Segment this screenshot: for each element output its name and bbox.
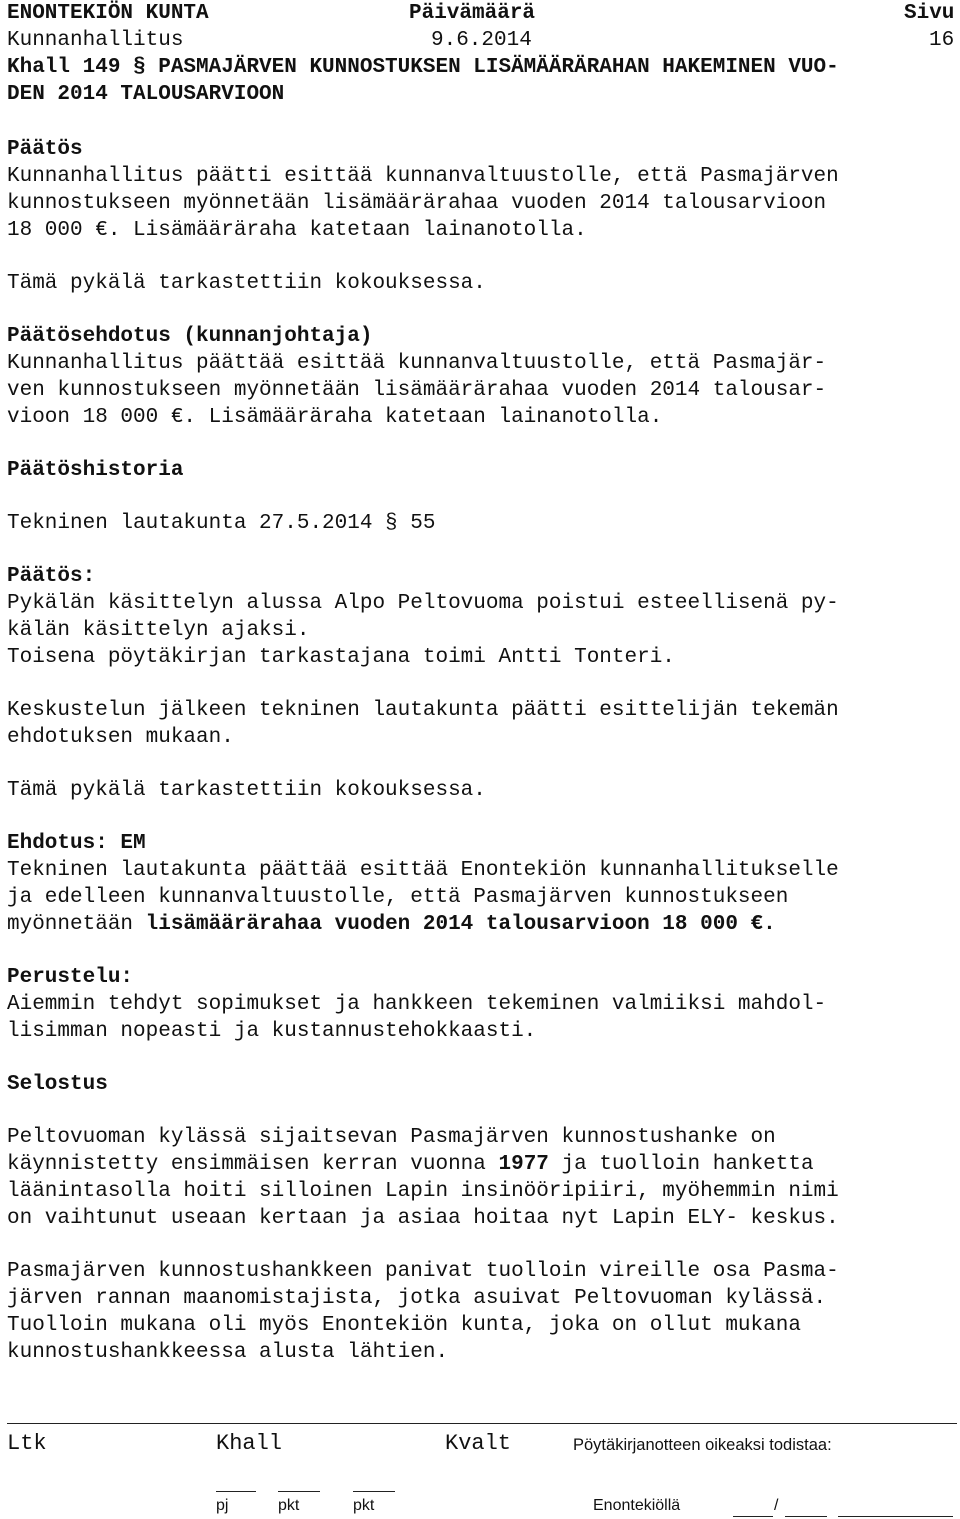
section-title <box>7 54 955 108</box>
footer-date-slash: / <box>774 1497 779 1514</box>
footer-pj: pj <box>216 1497 229 1514</box>
history-proposal-heading: Ehdotus: EM <box>7 832 146 855</box>
footer-pkt-1: pkt <box>278 1497 300 1514</box>
report-paragraph-2: Pasmajärven kunnostushankkeen panivat tuolloin vireille osa Pasma- järven rannan maanomistajista, jotka asuivat Peltovuoman kylässä. Tuolloin mukana oli myös Enontekiön kunta, joka on ollut mukana kunnostushankkeessa alusta lähtien. <box>7 1260 839 1364</box>
reason-heading: Perustelu: <box>7 966 134 989</box>
history-checked-note: Tämä pykälä tarkastettiin kokouksessa. <box>7 779 486 802</box>
history-proposal-text-bold: lisämäärärahaa vuoden 2014 talousarvioon 18 000 €. <box>145 913 776 936</box>
report-heading: Selostus <box>7 1073 108 1096</box>
footer-place: Enontekiöllä <box>593 1497 681 1514</box>
footer-khall: Khall <box>216 1431 283 1456</box>
header-row-1 <box>7 0 955 27</box>
page-label: Sivu <box>904 2 955 25</box>
date-label: Päivämäärä <box>409 2 536 25</box>
footer-certify: Pöytäkirjanotteen oikeaksi todistaa: <box>573 1436 832 1454</box>
footer-ltk: Ltk <box>7 1431 47 1456</box>
history-discussion: Keskustelun jälkeen tekninen lautakunta päätti esittelijän tekemän ehdotuksen mukaan. <box>7 699 839 749</box>
report-paragraph-1-b: ja tuolloin hanketta läänintasolla hoiti silloinen Lapin insinööripiiri, myöhemmin nimi on vaihtunut useaan kertaan ja asiaa hoitaa nyt Lapin ELY- keskus. <box>7 1153 839 1230</box>
history-proposal-text-plain: Tekninen lautakunta päättää esittää Enontekiön kunnanhallitukselle ja edelleen kunnanvaltuustolle, että Pasmajärven kunnostukseen myönnetään <box>7 859 839 936</box>
page-number: 16 <box>929 29 955 52</box>
date-blank-month <box>785 1516 827 1517</box>
footer-pkt-2: pkt <box>353 1497 375 1514</box>
body-name: Kunnanhallitus <box>7 29 184 52</box>
signature-blank-pkt-2 <box>353 1491 395 1492</box>
report-year: 1977 <box>498 1153 549 1176</box>
signature-blank-pkt-1 <box>278 1491 320 1492</box>
proposal-text: Kunnanhallitus päättää esittää kunnanvaltuustolle, että Pasmajär- ven kunnostukseen myönnetään lisämäärärahaa vuoden 2014 talousar- vioon 18 000 €. Lisämääräraha katetaan lainanotolla. <box>7 352 827 429</box>
date-blank-year <box>838 1516 953 1517</box>
organization-name: ENONTEKIÖN KUNTA <box>7 2 209 25</box>
footer-divider <box>7 1423 957 1424</box>
header-row-2 <box>7 27 955 54</box>
meeting-date: 9.6.2014 <box>431 29 532 52</box>
title-line-1: Khall 149 § PASMAJÄRVEN KUNNOSTUKSEN LISÄMÄÄRÄRAHAN HAKEMINEN VUO- <box>7 56 839 79</box>
history-meeting: Tekninen lautakunta 27.5.2014 § 55 <box>7 512 436 535</box>
decision-checked-note: Tämä pykälä tarkastettiin kokouksessa. <box>7 272 486 295</box>
decision-heading: Päätös <box>7 138 83 161</box>
footer-kvalt: Kvalt <box>445 1431 512 1456</box>
signature-blank-pj <box>216 1491 256 1492</box>
title-line-2: DEN 2014 TALOUSARVIOON <box>7 83 285 106</box>
date-blank-day <box>733 1516 773 1517</box>
proposal-heading: Päätösehdotus (kunnanjohtaja) <box>7 325 373 348</box>
history-proposal-text <box>7 857 955 938</box>
history-heading: Päätöshistoria <box>7 459 184 482</box>
report-paragraph-1-a: Peltovuoman kylässä sijaitsevan Pasmajärven kunnostushanke on käynnistetty ensimmäisen kerran vuonna <box>7 1126 776 1176</box>
report-paragraph-1 <box>7 1124 955 1232</box>
reason-text: Aiemmin tehdyt sopimukset ja hankkeen tekeminen valmiiksi mahdol- lisimman nopeasti ja kustannustehokkaasti. <box>7 993 827 1043</box>
decision-text: Kunnanhallitus päätti esittää kunnanvaltuustolle, että Pasmajärven kunnostukseen myönnetään lisämäärärahaa vuoden 2014 talousarvioon 18 000 €. Lisämääräraha katetaan lainanotolla. <box>7 165 839 242</box>
history-decision-text: Pykälän käsittelyn alussa Alpo Peltovuoma poistui esteellisenä py- kälän käsittelyn ajaksi. Toisena pöytäkirjan tarkastajana toimi Antti Tonteri. <box>7 592 839 669</box>
history-decision-heading: Päätös: <box>7 565 96 588</box>
document-page <box>7 0 955 1366</box>
